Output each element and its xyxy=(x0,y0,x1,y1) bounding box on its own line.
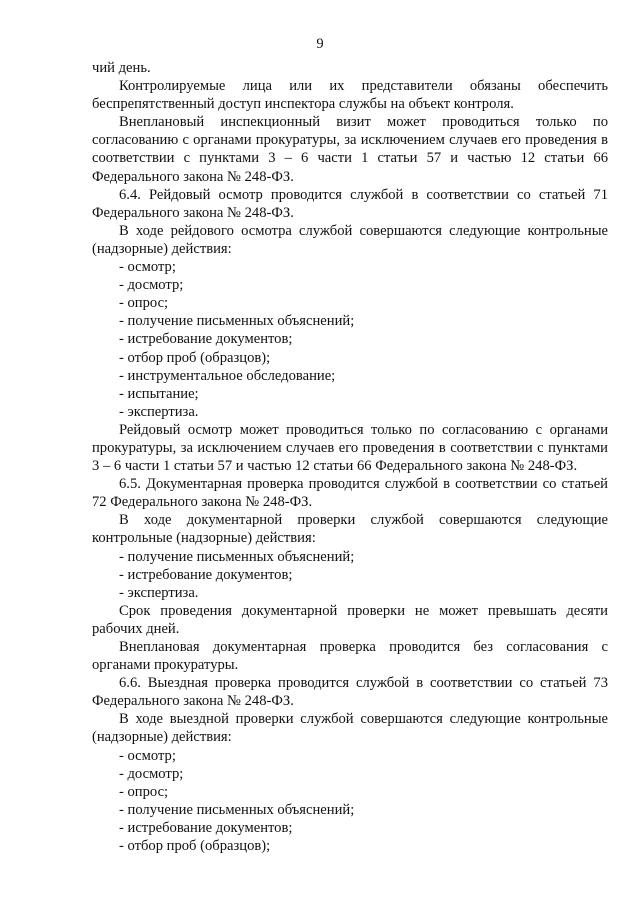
documentary-check-actions-list xyxy=(92,548,608,602)
list-item: - получение письменных объяснений; xyxy=(119,801,355,818)
paragraph-group-1 xyxy=(92,59,608,258)
list-item: - испытание; xyxy=(119,385,199,402)
paragraph-group-2 xyxy=(92,421,608,548)
paragraph: Рейдовый осмотр может проводиться только по согласованию с органами прокуратуры, за исключением случаев его проведения в соответствии с пунктами 3 – 6 части 1 статьи 57 и частью 12 статьи 66 Федерального закона № 248-ФЗ. xyxy=(92,421,608,475)
list-item: - истребование документов; xyxy=(119,331,293,348)
list-item: - истребование документов; xyxy=(119,819,293,836)
list-item: - получение письменных объяснений; xyxy=(119,548,355,565)
list-item: - отбор проб (образцов); xyxy=(119,838,271,855)
paragraph: 6.4. Рейдовый осмотр проводится службой в соответствии со статьей 71 Федерального закона № 248-ФЗ. xyxy=(92,186,608,221)
page-number: 9 xyxy=(316,36,324,52)
onsite-check-actions-list xyxy=(92,747,608,856)
list-item: - инструментальное обследование; xyxy=(119,367,336,384)
paragraph: 6.6. Выездная проверка проводится службой в соответствии со статьей 73 Федерального закона № 248-ФЗ. xyxy=(92,675,608,710)
list-item: - экспертиза. xyxy=(119,403,199,420)
paragraph: Внеплановый инспекционный визит может проводиться только по согласованию с органами прокуратуры, за исключением случаев его проведения в соответствии с пунктами 3 – 6 части 1 статьи 57 и частью 12 статьи 66 Федерального закона № 248-ФЗ. xyxy=(92,114,608,185)
list-item: - истребование документов; xyxy=(119,566,293,583)
paragraph: В ходе рейдового осмотра службой совершаются следующие контрольные (надзорные) действия: xyxy=(92,222,608,257)
list-item: - опрос; xyxy=(119,295,169,312)
document-body xyxy=(92,59,608,855)
paragraph: 6.5. Документарная проверка проводится службой в соответствии со статьей 72 Федерального закона № 248-ФЗ. xyxy=(92,476,608,511)
raid-inspection-actions-list xyxy=(92,258,608,421)
list-item: - осмотр; xyxy=(119,259,176,276)
list-item: - экспертиза. xyxy=(119,584,199,601)
list-item: - досмотр; xyxy=(119,765,184,782)
paragraph: Внеплановая документарная проверка проводится без согласования с органами прокуратуры. xyxy=(92,639,608,674)
paragraph-group-3 xyxy=(92,602,608,747)
paragraph: Срок проведения документарной проверки не может превышать десяти рабочих дней. xyxy=(92,602,608,637)
list-item: - отбор проб (образцов); xyxy=(119,349,271,366)
list-item: - осмотр; xyxy=(119,747,176,764)
paragraph: Контролируемые лица или их представители обязаны обеспечить беспрепятственный доступ инспектора службы на объект контроля. xyxy=(92,78,608,113)
list-item: - получение письменных объяснений; xyxy=(119,313,355,330)
list-item: - опрос; xyxy=(119,783,169,800)
paragraph: В ходе документарной проверки службой совершаются следующие контрольные (надзорные) действия: xyxy=(92,512,608,547)
list-item: - досмотр; xyxy=(119,277,184,294)
paragraph: чий день. xyxy=(92,60,151,76)
paragraph: В ходе выездной проверки службой совершаются следующие контрольные (надзорные) действия: xyxy=(92,711,608,746)
